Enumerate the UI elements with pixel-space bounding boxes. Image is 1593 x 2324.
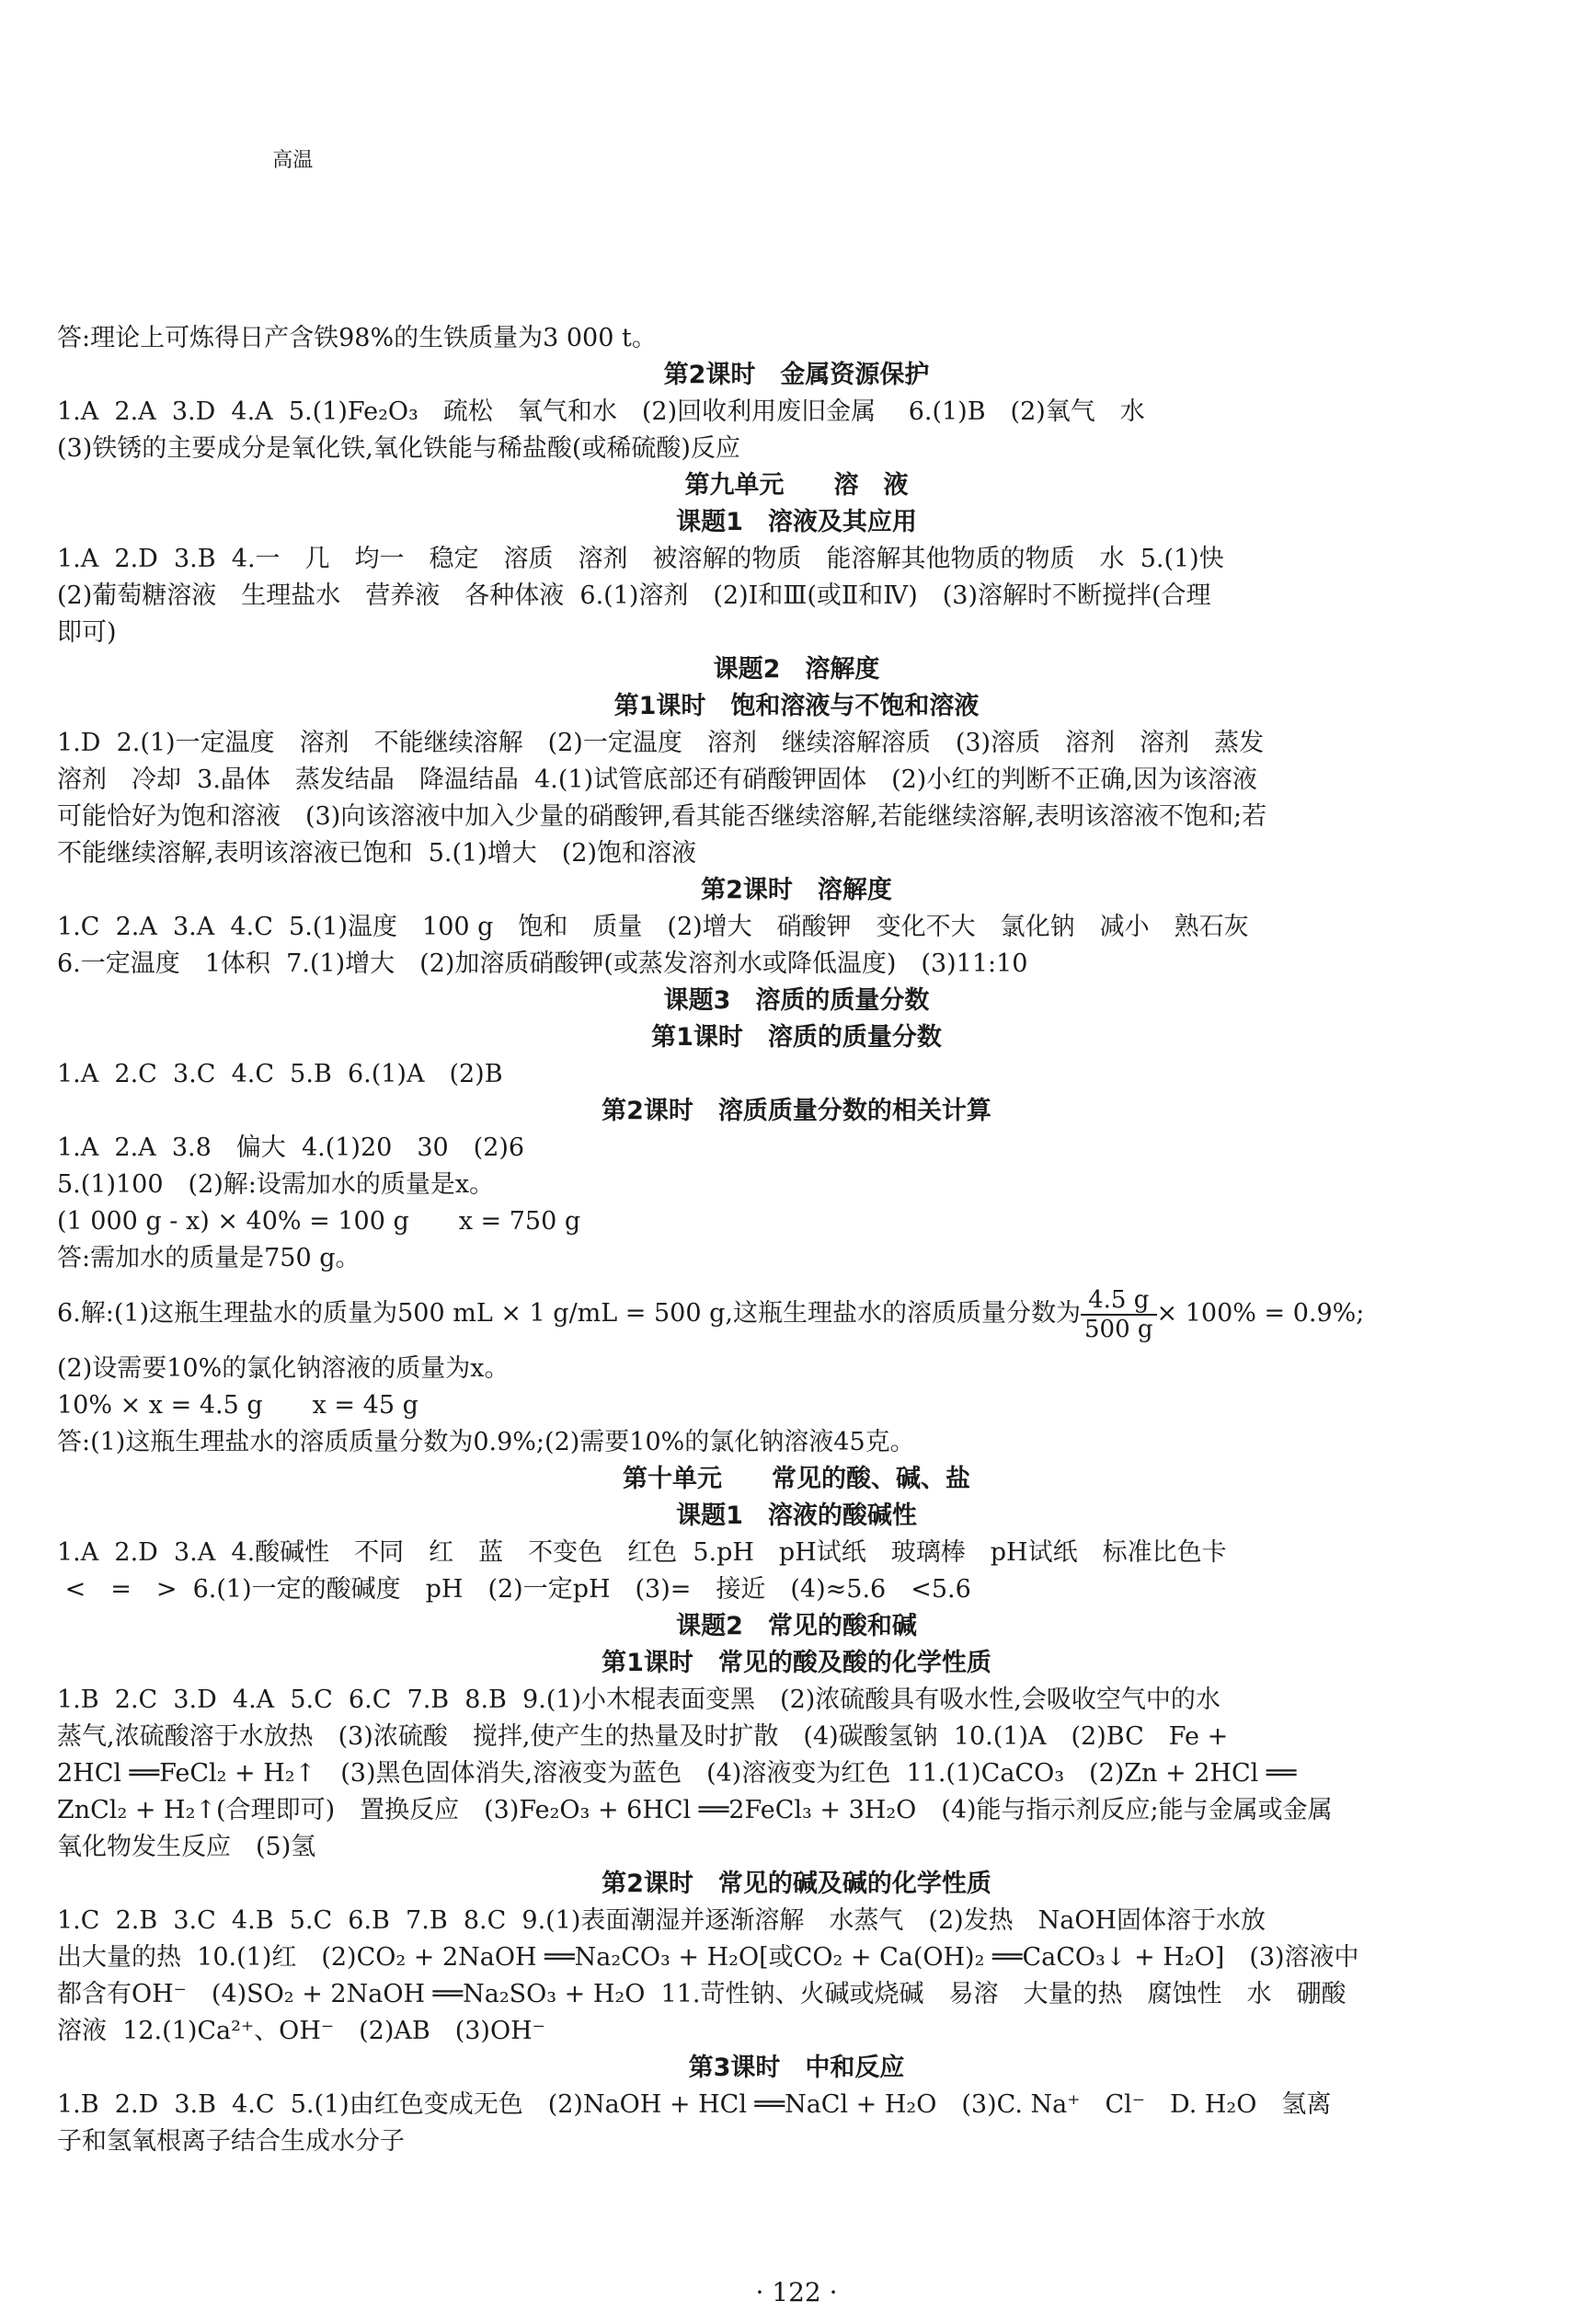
answer-line: 答:(1)这瓶生理盐水的溶质质量分数为0.9%;(2)需要10%的氯化钠溶液45克。	[57, 1428, 915, 1456]
answer-sections	[57, 357, 1536, 2160]
section-heading: 第2课时 溶质质量分数的相关计算	[602, 1097, 991, 1125]
reaction-condition: 高温	[272, 149, 314, 172]
values-line	[57, 210, 1536, 247]
answer-line: 2HCl ══FeCl₂ + H₂↑ (3)黑色固体消失,溶液变为蓝色 (4)溶液变为红色 11.(1)CaCO₃ (2)Zn + 2HCl ══	[57, 1759, 1297, 1788]
percent-fraction: $\frac{4.5 g}{500 g}$	[1081, 1286, 1157, 1343]
answer-line: (1 000 g - x) × 40% = 100 g x = 750 g	[57, 1207, 581, 1236]
page-number: · 122 ·	[755, 2277, 838, 2307]
answer-line: 1.A 2.C 3.C 4.C 5.B 6.(1)A (2)B	[57, 1060, 503, 1088]
answer-line: 1.A 2.A 3.8 偏大 4.(1)20 30 (2)6	[57, 1133, 525, 1162]
answer-line: 可能恰好为饱和溶液 (3)向该溶液中加入少量的硝酸钾,看其能否继续溶解,若能继续溶解,表明该溶液不饱和;若	[57, 802, 1267, 831]
answer-line: 氧化物发生反应 (5)氢	[57, 1833, 316, 1861]
section-heading: 课题1 溶液的酸碱性	[676, 1501, 917, 1530]
answer-line: 1.B 2.D 3.B 4.C 5.(1)由红色变成无色 (2)NaOH + HCl ══NaCl + H₂O (3)C. Na⁺ Cl⁻ D. H₂O 氢离	[57, 2090, 1332, 2119]
answer-line-fraction	[57, 1277, 1536, 1351]
answer-text: × 100% = 0.9%;	[1156, 1299, 1365, 1328]
section-heading: 第1课时 溶质的质量分数	[651, 1023, 942, 1052]
answer-line: 1.C 2.A 3.A 4.C 5.(1)温度 100 g 饱和 质量 (2)增大 硝酸钾 变化不大 氯化钠 减小 熟石灰	[57, 913, 1249, 941]
answer-line: 1.B 2.C 3.D 4.A 5.C 6.C 7.B 8.B 9.(1)小木棍表面变黑 (2)浓硫酸具有吸水性,会吸收空气中的水	[57, 1685, 1221, 1714]
section-heading: 第2课时 常见的碱及碱的化学性质	[602, 1870, 991, 1898]
calc-answer: 答:理论上可炼得日产含铁98%的生铁质量为3 000 t。	[57, 324, 657, 352]
answer-line: 蒸气,浓硫酸溶于水放热 (3)浓硫酸 搅拌,使产生的热量及时扩散 (4)碳酸氢钠 10.(1)A (2)BC Fe +	[57, 1722, 1229, 1751]
answer-line: 不能继续溶解,表明该溶液已饱和 5.(1)增大 (2)饱和溶液	[57, 839, 696, 868]
answer-line: (3)铁锈的主要成分是氧化铁,氧化铁能与稀盐酸(或稀硫酸)反应	[57, 434, 740, 463]
answer-line: < = > 6.(1)一定的酸碱度 pH (2)一定pH (3)= 接近 (4)≈5.6 <5.6	[57, 1575, 971, 1604]
section-heading: 第1课时 常见的酸及酸的化学性质	[602, 1649, 991, 1677]
answer-line: 溶液 12.(1)Ca²⁺、OH⁻ (2)AB (3)OH⁻	[57, 2017, 545, 2045]
section-heading: 课题1 溶液及其应用	[676, 508, 917, 536]
answer-line: 答:需加水的质量是750 g。	[57, 1244, 361, 1272]
section-heading: 课题2 溶解度	[713, 655, 880, 684]
section-heading: 第十单元 常见的酸、碱、盐	[623, 1465, 970, 1493]
section-heading: 第1课时 饱和溶液与不饱和溶液	[613, 692, 980, 720]
section-heading: 第九单元 溶 液	[684, 471, 909, 500]
answer-line: 出大量的热 10.(1)红 (2)CO₂ + 2NaOH ══Na₂CO₃ + H₂O[或CO₂ + Ca(OH)₂ ══CaCO₃↓ + H₂O] (3)溶液中	[57, 1943, 1359, 1972]
section-heading: 课题3 溶质的质量分数	[663, 986, 930, 1015]
answer-line: 1.D 2.(1)一定温度 溶剂 不能继续溶解 (2)一定温度 溶剂 继续溶解溶质 (3)溶质 溶剂 溶剂 蒸发	[57, 729, 1265, 757]
section-heading: 第2课时 溶解度	[701, 876, 892, 904]
answer-line: ZnCl₂ + H₂↑(合理即可) 置换反应 (3)Fe₂O₃ + 6HCl ══2FeCl₃ + 3H₂O (4)能与指示剂反应;能与金属或金属	[57, 1796, 1333, 1824]
section-heading: 第2课时 金属资源保护	[663, 361, 930, 389]
answer-line: 5.(1)100 (2)解:设需加水的质量是x。	[57, 1170, 495, 1199]
answer-line: 溶剂 冷却 3.晶体 蒸发结晶 降温结晶 4.(1)试管底部还有硝酸钾固体 (2)小红的判断不正确,因为该溶液	[57, 765, 1257, 794]
answer-line: 子和氢氧根离子结合生成水分子	[57, 2127, 405, 2156]
answer-column	[57, 118, 1536, 2160]
equation-line	[57, 136, 1536, 173]
answer-line: (2)设需要10%的氯化钠溶液的质量为x。	[57, 1354, 510, 1383]
answer-line: 1.A 2.A 3.D 4.A 5.(1)Fe₂O₃ 疏松 氧气和水 (2)回收利用废旧金属 6.(1)B (2)氧气 水	[57, 397, 1145, 426]
answer-line: 即可)	[57, 618, 117, 647]
answer-line: 1.A 2.D 3.A 4.酸碱性 不同 红 蓝 不变色 红色 5.pH pH试纸 玻璃棒 pH试纸 标准比色卡	[57, 1538, 1227, 1567]
answer-line: 1.A 2.D 3.B 4.一 几 均一 稳定 溶质 溶剂 被溶解的物质 能溶解其他物质的物质 水 5.(1)快	[57, 545, 1224, 573]
molar-mass-line	[57, 173, 1536, 210]
ratio-line	[57, 247, 1536, 320]
answer-line: (2)葡萄糖溶液 生理盐水 营养液 各种体液 6.(1)溶剂 (2)Ⅰ和Ⅲ(或Ⅱ和Ⅳ) (3)溶解时不断搅拌(合理	[57, 581, 1211, 610]
answer-line: 1.C 2.B 3.C 4.B 5.C 6.B 7.B 8.C 9.(1)表面潮湿并逐渐溶解 水蒸气 (2)发热 NaOH固体溶于水放	[57, 1906, 1266, 1935]
section-heading: 第3课时 中和反应	[688, 2054, 905, 2082]
answer-line: 6.一定温度 1体积 7.(1)增大 (2)加溶质硝酸钾(或蒸发溶剂水或降低温度) (3)11:10	[57, 949, 1028, 978]
answer-text: 6.解:(1)这瓶生理盐水的质量为500 mL × 1 g/mL = 500 g,这瓶生理盐水的溶质质量分数为	[57, 1299, 1081, 1328]
answer-line: 10% × x = 4.5 g x = 45 g	[57, 1391, 418, 1420]
section-heading: 课题2 常见的酸和碱	[676, 1612, 917, 1640]
answer-line: 都含有OH⁻ (4)SO₂ + 2NaOH ══Na₂SO₃ + H₂O 11.苛性钠、火碱或烧碱 易溶 大量的热 腐蚀性 水 硼酸	[57, 1980, 1347, 2008]
